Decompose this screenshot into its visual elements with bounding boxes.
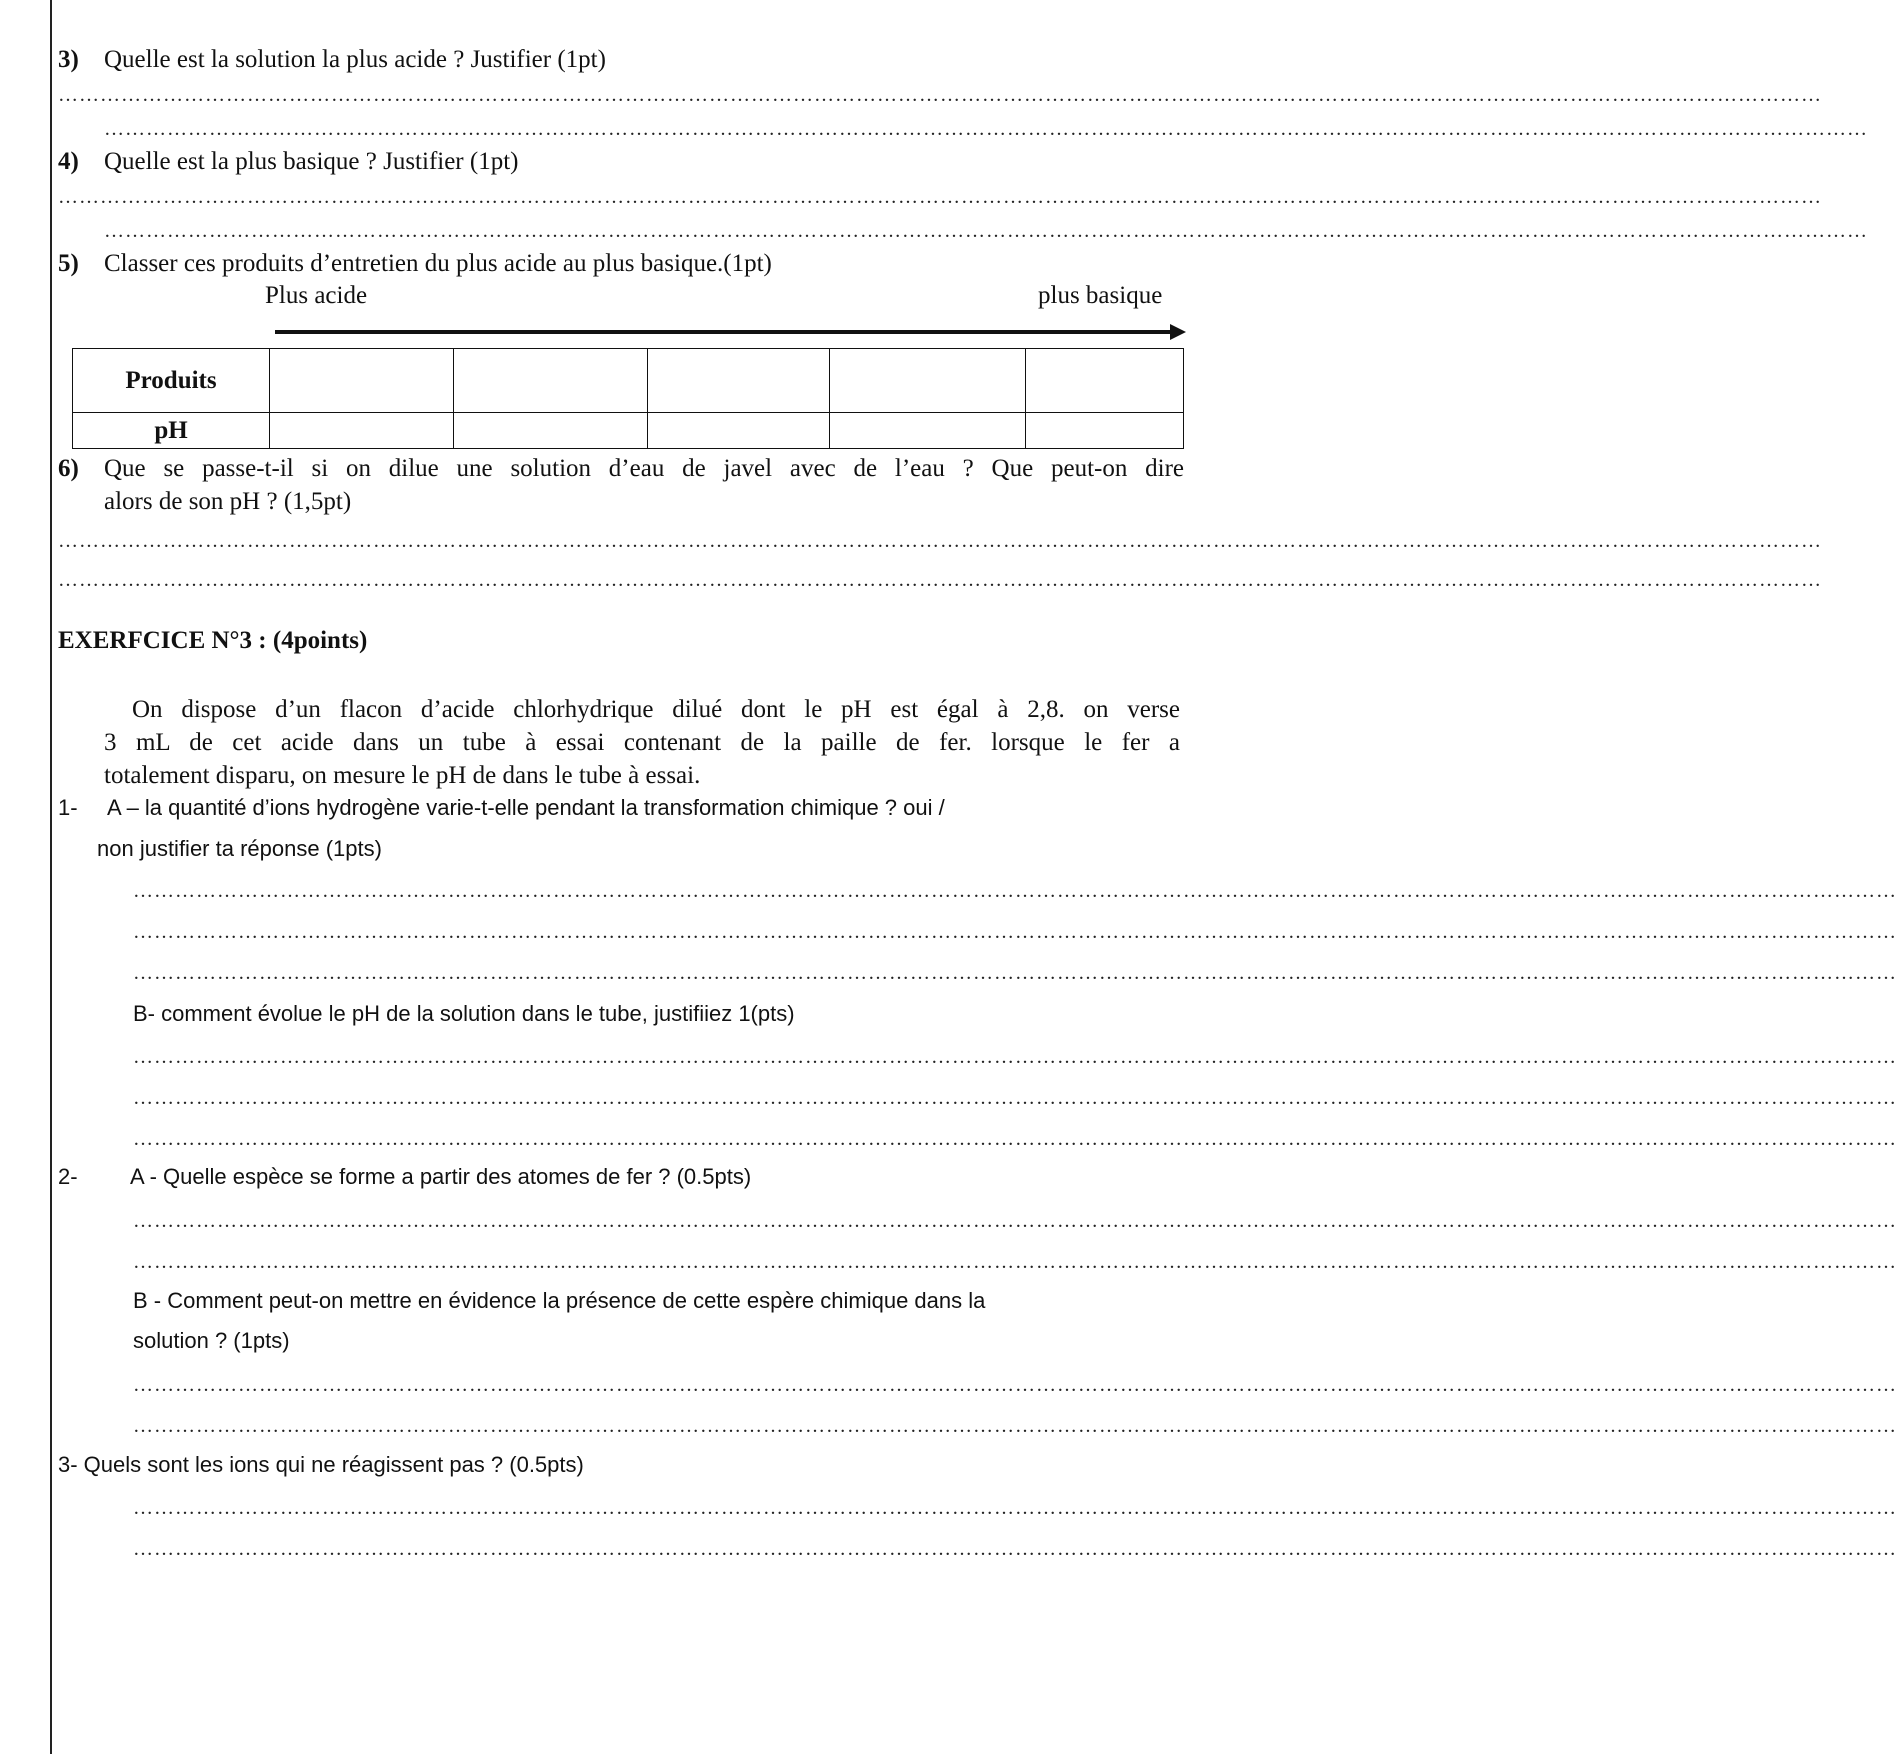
s1-a-answer-line-1[interactable]: ………………………………………………………………………………………………………………………………………………………………………………………………………………………………: [133, 880, 1897, 902]
s2-b-line-1: B - Comment peut-on mettre en évidence la présence de cette espère chimique dans la: [133, 1288, 986, 1313]
table-cell[interactable]: [454, 349, 648, 413]
q6-answer-line-2[interactable]: ………………………………………………………………………………………………………………………………………………………………………………………………………………………………: [58, 569, 1822, 591]
s2-b-answer-line-1[interactable]: ………………………………………………………………………………………………………………………………………………………………………………………………………………………………: [133, 1374, 1897, 1396]
table-cell[interactable]: [830, 349, 1026, 413]
table-cell[interactable]: [1026, 349, 1184, 413]
table-row-ph: [73, 413, 1184, 449]
ph-table: [72, 348, 1184, 449]
ordering-arrow-line: [275, 330, 1175, 334]
intro-line-2: 3 mL de cet acide dans un tube à essai contenant de la paille de fer. lorsque le fer a: [104, 729, 1180, 756]
q4-answer-line-1[interactable]: ………………………………………………………………………………………………………………………………………………………………………………………………………………………………: [58, 186, 1822, 208]
s2-b-answer-line-2[interactable]: ………………………………………………………………………………………………………………………………………………………………………………………………………………………………: [133, 1415, 1897, 1437]
s1-b-answer-line-2[interactable]: ………………………………………………………………………………………………………………………………………………………………………………………………………………………………: [133, 1087, 1897, 1109]
table-header-ph: pH: [73, 413, 270, 449]
intro-line-1: On dispose d’un flacon d’acide chlorhydrique dilué dont le pH est égal à 2,8. on verse: [132, 696, 1180, 723]
table-cell[interactable]: [270, 349, 454, 413]
q3-text: Quelle est la solution la plus acide ? Justifier (1pt): [104, 46, 606, 73]
s1-a-line-2: non justifier ta réponse (1pts): [97, 836, 382, 861]
s3-text: 3- Quels sont les ions qui ne réagissent pas ? (0.5pts): [58, 1452, 584, 1477]
table-header-produits: Produits: [73, 349, 270, 413]
s2-a-answer-line-2[interactable]: ………………………………………………………………………………………………………………………………………………………………………………………………………………………………: [133, 1251, 1897, 1273]
s3-answer-line-1[interactable]: ………………………………………………………………………………………………………………………………………………………………………………………………………………………………: [133, 1497, 1897, 1519]
q5-number: 5): [58, 250, 79, 277]
table-cell[interactable]: [454, 413, 648, 449]
q5-text: Classer ces produits d’entretien du plus acide au plus basique.(1pt): [104, 250, 772, 277]
table-row-produits: [73, 349, 1184, 413]
q6-answer-line-1[interactable]: ………………………………………………………………………………………………………………………………………………………………………………………………………………………………: [58, 530, 1822, 552]
q6-text-line-2: alors de son pH ? (1,5pt): [104, 488, 352, 515]
q4-text: Quelle est la plus basique ? Justifier (1pt): [104, 148, 519, 175]
s2-number: 2-: [58, 1164, 78, 1189]
s1-a-line-1: A – la quantité d’ions hydrogène varie-t-elle pendant la transformation chimique ? oui /: [107, 795, 945, 820]
q4-answer-line-2[interactable]: ………………………………………………………………………………………………………………………………………………………………………………………………………………………………: [104, 220, 1868, 242]
s1-a-answer-line-2[interactable]: ………………………………………………………………………………………………………………………………………………………………………………………………………………………………: [133, 921, 1897, 943]
s1-b-answer-line-3[interactable]: ………………………………………………………………………………………………………………………………………………………………………………………………………………………………: [133, 1128, 1897, 1150]
table-cell[interactable]: [830, 413, 1026, 449]
q3-number: 3): [58, 46, 79, 73]
q6-text-line-1: Que se passe-t-il si on dilue une solution d’eau de javel avec de l’eau ? Que peut-on dire: [104, 455, 1184, 482]
s1-b-answer-line-1[interactable]: ………………………………………………………………………………………………………………………………………………………………………………………………………………………………: [133, 1046, 1897, 1068]
s1-number: 1-: [58, 795, 78, 820]
label-plus-acide: Plus acide: [265, 282, 368, 309]
margin-line: [50, 0, 52, 1754]
s1-a-answer-line-3[interactable]: ………………………………………………………………………………………………………………………………………………………………………………………………………………………………: [133, 962, 1897, 984]
exercise-3-title: EXERFCICE N°3 : (4points): [58, 627, 368, 654]
s2-a-text: A - Quelle espèce se forme a partir des atomes de fer ? (0.5pts): [130, 1164, 752, 1189]
s2-a-answer-line-1[interactable]: ………………………………………………………………………………………………………………………………………………………………………………………………………………………………: [133, 1210, 1897, 1232]
label-plus-basique: plus basique: [1038, 282, 1163, 309]
table-cell[interactable]: [648, 349, 830, 413]
q4-number: 4): [58, 148, 79, 175]
s3-answer-line-2[interactable]: ………………………………………………………………………………………………………………………………………………………………………………………………………………………………: [133, 1538, 1897, 1560]
q6-number: 6): [58, 455, 79, 482]
table-cell[interactable]: [1026, 413, 1184, 449]
s2-b-line-2: solution ? (1pts): [133, 1328, 290, 1353]
q3-answer-line-2[interactable]: ………………………………………………………………………………………………………………………………………………………………………………………………………………………………: [104, 118, 1868, 140]
table-cell[interactable]: [270, 413, 454, 449]
intro-line-3: totalement disparu, on mesure le pH de dans le tube à essai.: [104, 762, 701, 789]
s1-b-text: B- comment évolue le pH de la solution dans le tube, justifiiez 1(pts): [133, 1001, 795, 1026]
q3-answer-line-1[interactable]: ………………………………………………………………………………………………………………………………………………………………………………………………………………………………: [58, 84, 1822, 106]
arrow-head-icon: [1170, 324, 1186, 340]
table-cell[interactable]: [648, 413, 830, 449]
